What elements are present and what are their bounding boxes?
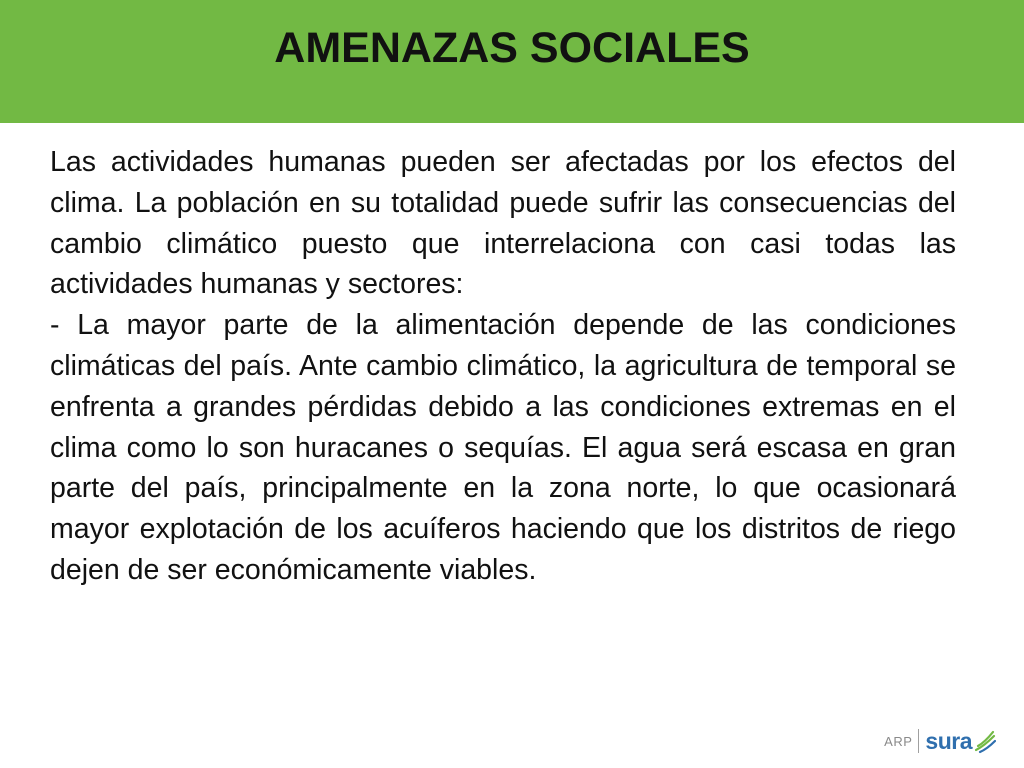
body-paragraph-intro: Las actividades humanas pueden ser afectadas por los efectos del clima. La población en su totalidad puede sufrir las consecuencias del cambio climático puesto que interrelaciona con casi todas las actividades humanas y sectores:: [50, 146, 956, 301]
logo-divider: [918, 729, 919, 753]
sura-wing-icon: [974, 728, 996, 754]
arp-sura-logo: [884, 724, 996, 758]
slide-title: AMENAZAS SOCIALES: [274, 24, 750, 72]
title-banner: [0, 0, 1024, 123]
logo-sura-text: sura: [925, 727, 972, 754]
slide-body: [50, 142, 956, 591]
body-paragraph-food: - La mayor parte de la alimentación depende de las condiciones climáticas del país. Ante cambio climático, la agricultura de temporal se enfrenta a grandes pérdidas debido a las condiciones extremas en el clima como lo son huracanes o sequías. El agua será escasa en gran parte del país, principalmente en la zona norte, lo que ocasionará mayor explotación de los acuíferos haciendo que los distritos de riego dejen de ser económicamente viables.: [50, 309, 956, 586]
logo-arp-text: ARP: [884, 733, 913, 749]
